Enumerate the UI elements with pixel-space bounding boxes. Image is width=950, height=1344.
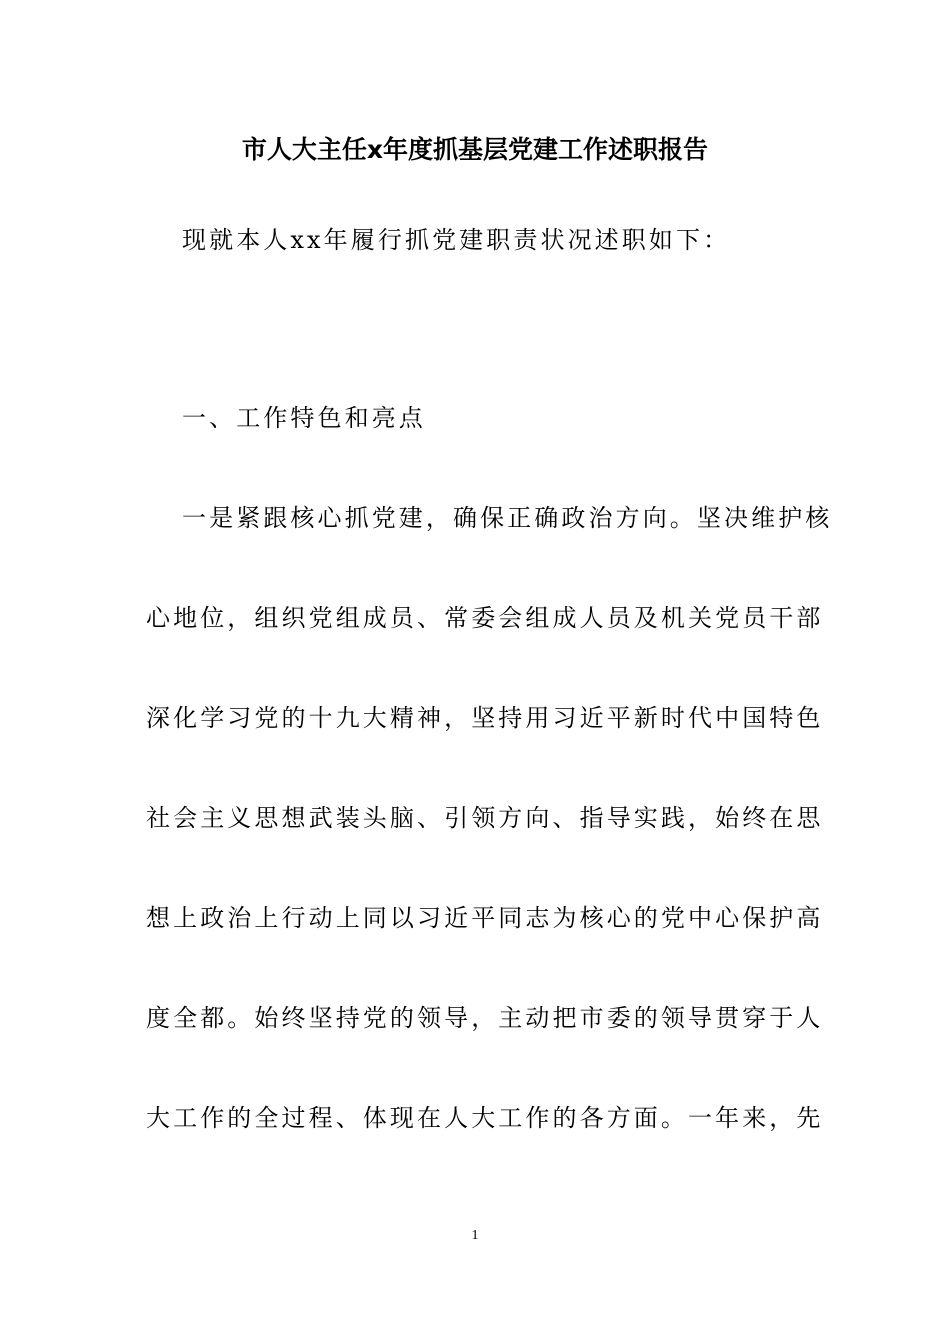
paragraph-line: 心地位，组织党组成员、常委会组成人员及机关党员干部: [146, 604, 824, 632]
paragraph-line: 深化学习党的十九大精神，坚持用习近平新时代中国特色: [146, 704, 824, 732]
paragraph-line: 大工作的全过程、体现在人大工作的各方面。一年来，先: [146, 1104, 824, 1132]
paragraph-line: 一是紧跟核心抓党建，确保正确政治方向。坚决维护核: [182, 504, 833, 532]
section-heading: 一、工作特色和亮点: [182, 404, 426, 432]
intro-line: 现就本人xx年履行抓党建职责状况述职如下：: [182, 226, 731, 254]
document-title: 市人大主任x年度抓基层党建工作述职报告: [241, 135, 709, 164]
paragraph-line: 社会主义思想武装头脑、引领方向、指导实践，始终在思: [146, 804, 824, 832]
page-number: 1: [471, 1228, 479, 1243]
paragraph-line: 想上政治上行动上同以习近平同志为核心的党中心保护高: [146, 904, 824, 932]
paragraph-line: 度全都。始终坚持党的领导，主动把市委的领导贯穿于人: [146, 1004, 824, 1032]
